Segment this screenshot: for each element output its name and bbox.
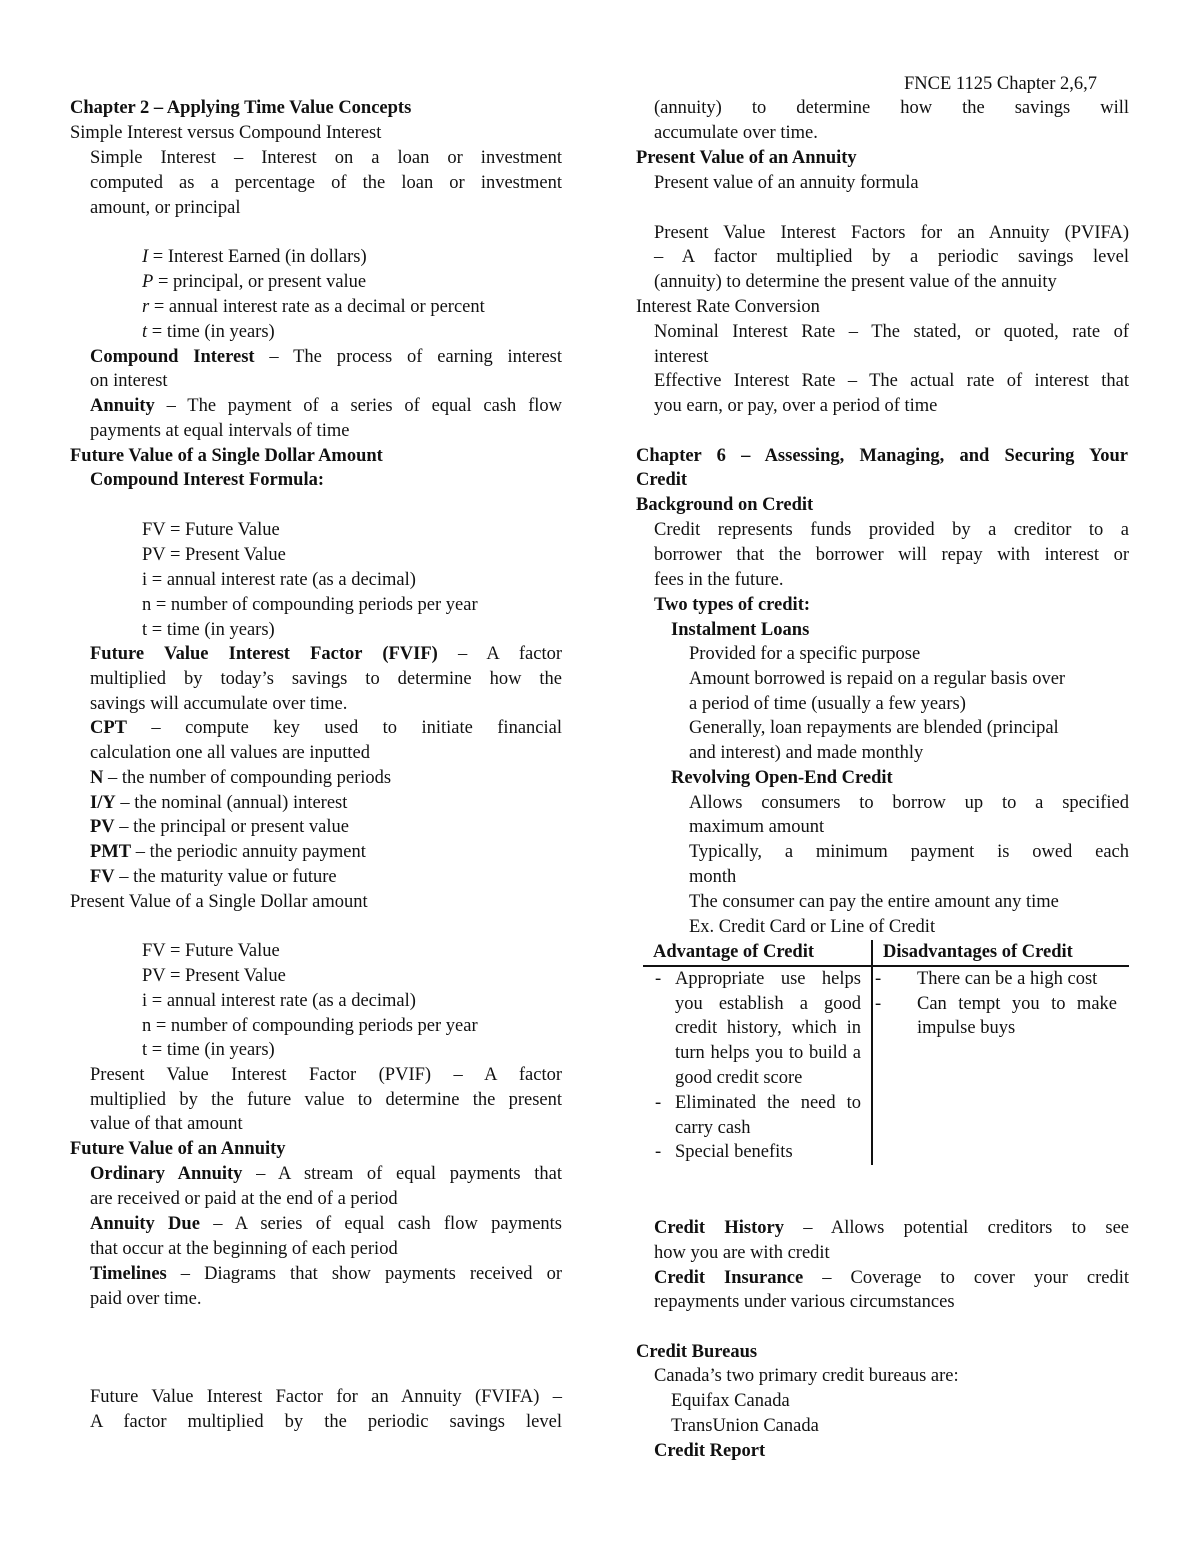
- compound-formula-heading: Compound Interest Formula:: [90, 470, 324, 490]
- advantages-cell: [643, 966, 872, 1165]
- disadvantage-item: - There can be a high cost: [875, 968, 1098, 989]
- iy-key-def: I/Y – the nominal (annual) interest: [90, 793, 348, 813]
- t-variable-2: t = time (in years): [142, 1040, 275, 1060]
- fv-variable: FV = Future Value: [142, 520, 280, 540]
- background-credit-heading: Background on Credit: [636, 495, 814, 515]
- pv-annuity-heading: Present Value of an Annuity: [636, 148, 857, 168]
- fvif-def-2: multiplied by today’s savings to determine how the: [90, 669, 562, 689]
- ordinary-annuity-def-2: are received or paid at the end of a period: [90, 1189, 398, 1209]
- credit-history-def-2: how you are with credit: [654, 1243, 830, 1263]
- effective-rate-def-2: you earn, or pay, over a period of time: [654, 396, 938, 416]
- fvifa-def-2: A factor multiplied by the periodic savings level: [90, 1412, 562, 1432]
- instalment-point-1: Provided for a specific purpose: [689, 644, 921, 664]
- nominal-rate-def-1: Nominal Interest Rate – The stated, or quoted, rate of: [654, 322, 1129, 342]
- annuity-def-1: Annuity – The payment of a series of equal cash flow: [90, 396, 562, 416]
- pvif-def-2: multiplied by the future value to determine the present: [90, 1090, 562, 1110]
- credit-def-2: borrower that the borrower will repay with interest or: [654, 545, 1129, 565]
- revolving-point-1a: Allows consumers to borrow up to a specified: [689, 793, 1129, 813]
- simple-vs-compound-heading: Simple Interest versus Compound Interest: [70, 123, 382, 143]
- pv-single-heading: Present Value of a Single Dollar amount: [70, 892, 368, 912]
- credit-history-def-1: Credit History – Allows potential creditors to see: [654, 1218, 1130, 1238]
- page-header: FNCE 1125 Chapter 2,6,7: [904, 74, 1098, 94]
- credit-pros-cons-table: [643, 940, 1129, 1165]
- equifax-item: Equifax Canada: [671, 1391, 790, 1411]
- fvif-def-1: Future Value Interest Factor (FVIF) – A factor: [90, 644, 563, 664]
- disadvantages-cell: [872, 966, 1129, 1165]
- advantage-item: - Eliminated the need to carry cash: [655, 1092, 861, 1138]
- effective-rate-def-1: Effective Interest Rate – The actual rate of interest that: [654, 371, 1129, 391]
- pv-annuity-formula: Present value of an annuity formula: [654, 173, 919, 193]
- credit-report-heading: Credit Report: [654, 1441, 766, 1461]
- simple-interest-def-3: amount, or principal: [90, 198, 241, 218]
- transunion-item: TransUnion Canada: [671, 1416, 819, 1436]
- fvifa-cont-1: (annuity) to determine how the savings will: [654, 98, 1129, 118]
- credit-def-3: fees in the future.: [654, 570, 784, 590]
- nominal-rate-def-2: interest: [654, 347, 709, 367]
- pvifa-def-1: Present Value Interest Factors for an Annuity (PVIFA): [654, 223, 1129, 243]
- credit-def-1: Credit represents funds provided by a creditor to a: [654, 520, 1129, 540]
- interest-rate-conversion-heading: Interest Rate Conversion: [636, 297, 820, 317]
- pv-key-def: PV – the principal or present value: [90, 817, 349, 837]
- advantage-item: - Appropriate use helps you establish a good credit history, which in turn helps you to build a good credit score: [655, 968, 861, 1088]
- annuity-due-def-1: Annuity Due – A series of equal cash flow payments: [90, 1214, 562, 1234]
- pvifa-def-3: (annuity) to determine the present value of the annuity: [654, 272, 1057, 292]
- fv-single-heading: Future Value of a Single Dollar Amount: [70, 446, 383, 466]
- revolving-point-3: The consumer can pay the entire amount any time: [689, 892, 1059, 912]
- var-I: I = Interest Earned (in dollars): [142, 247, 367, 267]
- cpt-def-1: CPT – compute key used to initiate financial: [90, 718, 562, 738]
- pv-variable-2: PV = Present Value: [142, 966, 286, 986]
- instalment-point-3b: and interest) and made monthly: [689, 743, 924, 763]
- ordinary-annuity-def-1: Ordinary Annuity – A stream of equal payments that: [90, 1164, 562, 1184]
- fv-key-def: FV – the maturity value or future: [90, 867, 337, 887]
- pvif-def-1: Present Value Interest Factor (PVIF) – A factor: [90, 1065, 562, 1085]
- i-variable-2: i = annual interest rate (as a decimal): [142, 991, 416, 1011]
- n-key-def: N – the number of compounding periods: [90, 768, 392, 788]
- credit-bureaus-heading: Credit Bureaus: [636, 1342, 758, 1362]
- timelines-def-1: Timelines – Diagrams that show payments received or: [90, 1264, 562, 1284]
- simple-interest-def-2: computed as a percentage of the loan or investment: [90, 173, 562, 193]
- pvif-def-3: value of that amount: [90, 1114, 243, 1134]
- credit-insurance-def-2: repayments under various circumstances: [654, 1292, 955, 1312]
- compound-interest-def-1: Compound Interest – The process of earning interest: [90, 347, 562, 367]
- i-variable: i = annual interest rate (as a decimal): [142, 570, 416, 590]
- var-r: r = annual interest rate as a decimal or percent: [142, 297, 485, 317]
- instalment-point-2a: Amount borrowed is repaid on a regular basis over: [689, 669, 1066, 689]
- n-variable-2: n = number of compounding periods per year: [142, 1016, 478, 1036]
- advantage-item: - Special benefits: [655, 1142, 793, 1163]
- fv-annuity-heading: Future Value of an Annuity: [70, 1139, 286, 1159]
- chapter-2-title: Chapter 2 – Applying Time Value Concepts: [70, 98, 412, 118]
- revolving-point-2b: month: [689, 867, 737, 887]
- annuity-due-def-2: that occur at the beginning of each period: [90, 1239, 398, 1259]
- var-t: t = time (in years): [142, 322, 275, 342]
- pvifa-def-2: – A factor multiplied by a periodic savings level: [654, 247, 1129, 267]
- disadvantage-item: - Can tempt you to make impulse buys: [875, 993, 1117, 1039]
- fvifa-cont-2: accumulate over time.: [654, 123, 818, 143]
- revolving-point-2a: Typically, a minimum payment is owed each: [689, 842, 1129, 862]
- fvif-def-3: savings will accumulate over time.: [90, 694, 348, 714]
- pmt-key-def: PMT – the periodic annuity payment: [90, 842, 366, 862]
- timelines-def-2: paid over time.: [90, 1289, 202, 1309]
- t-variable: t = time (in years): [142, 620, 275, 640]
- chapter-6-title-2: Credit: [636, 470, 688, 490]
- disadvantages-header: Disadvantages of Credit: [872, 940, 1129, 966]
- annuity-def-2: payments at equal intervals of time: [90, 421, 350, 441]
- instalment-point-3a: Generally, loan repayments are blended (principal: [689, 718, 1059, 738]
- revolving-point-4: Ex. Credit Card or Line of Credit: [689, 917, 936, 937]
- credit-bureaus-intro: Canada’s two primary credit bureaus are:: [654, 1366, 959, 1386]
- instalment-loans-heading: Instalment Loans: [671, 620, 810, 640]
- simple-interest-def-1: Simple Interest – Interest on a loan or investment: [90, 148, 562, 168]
- compound-interest-def-2: on interest: [90, 371, 168, 391]
- advantages-header: Advantage of Credit: [643, 940, 872, 966]
- credit-insurance-def-1: Credit Insurance – Coverage to cover your credit: [654, 1268, 1129, 1288]
- two-types-heading: Two types of credit:: [654, 595, 811, 615]
- fv-variable-2: FV = Future Value: [142, 941, 280, 961]
- pv-variable: PV = Present Value: [142, 545, 286, 565]
- cpt-def-2: calculation one all values are inputted: [90, 743, 370, 763]
- revolving-point-1b: maximum amount: [689, 817, 825, 837]
- fvifa-def-1: Future Value Interest Factor for an Annuity (FVIFA) –: [90, 1387, 562, 1407]
- var-P: P = principal, or present value: [142, 272, 367, 292]
- revolving-credit-heading: Revolving Open-End Credit: [671, 768, 893, 788]
- instalment-point-2b: a period of time (usually a few years): [689, 694, 966, 714]
- n-variable: n = number of compounding periods per year: [142, 595, 478, 615]
- chapter-6-title-1: Chapter 6 – Assessing, Managing, and Securing Your: [636, 446, 1128, 466]
